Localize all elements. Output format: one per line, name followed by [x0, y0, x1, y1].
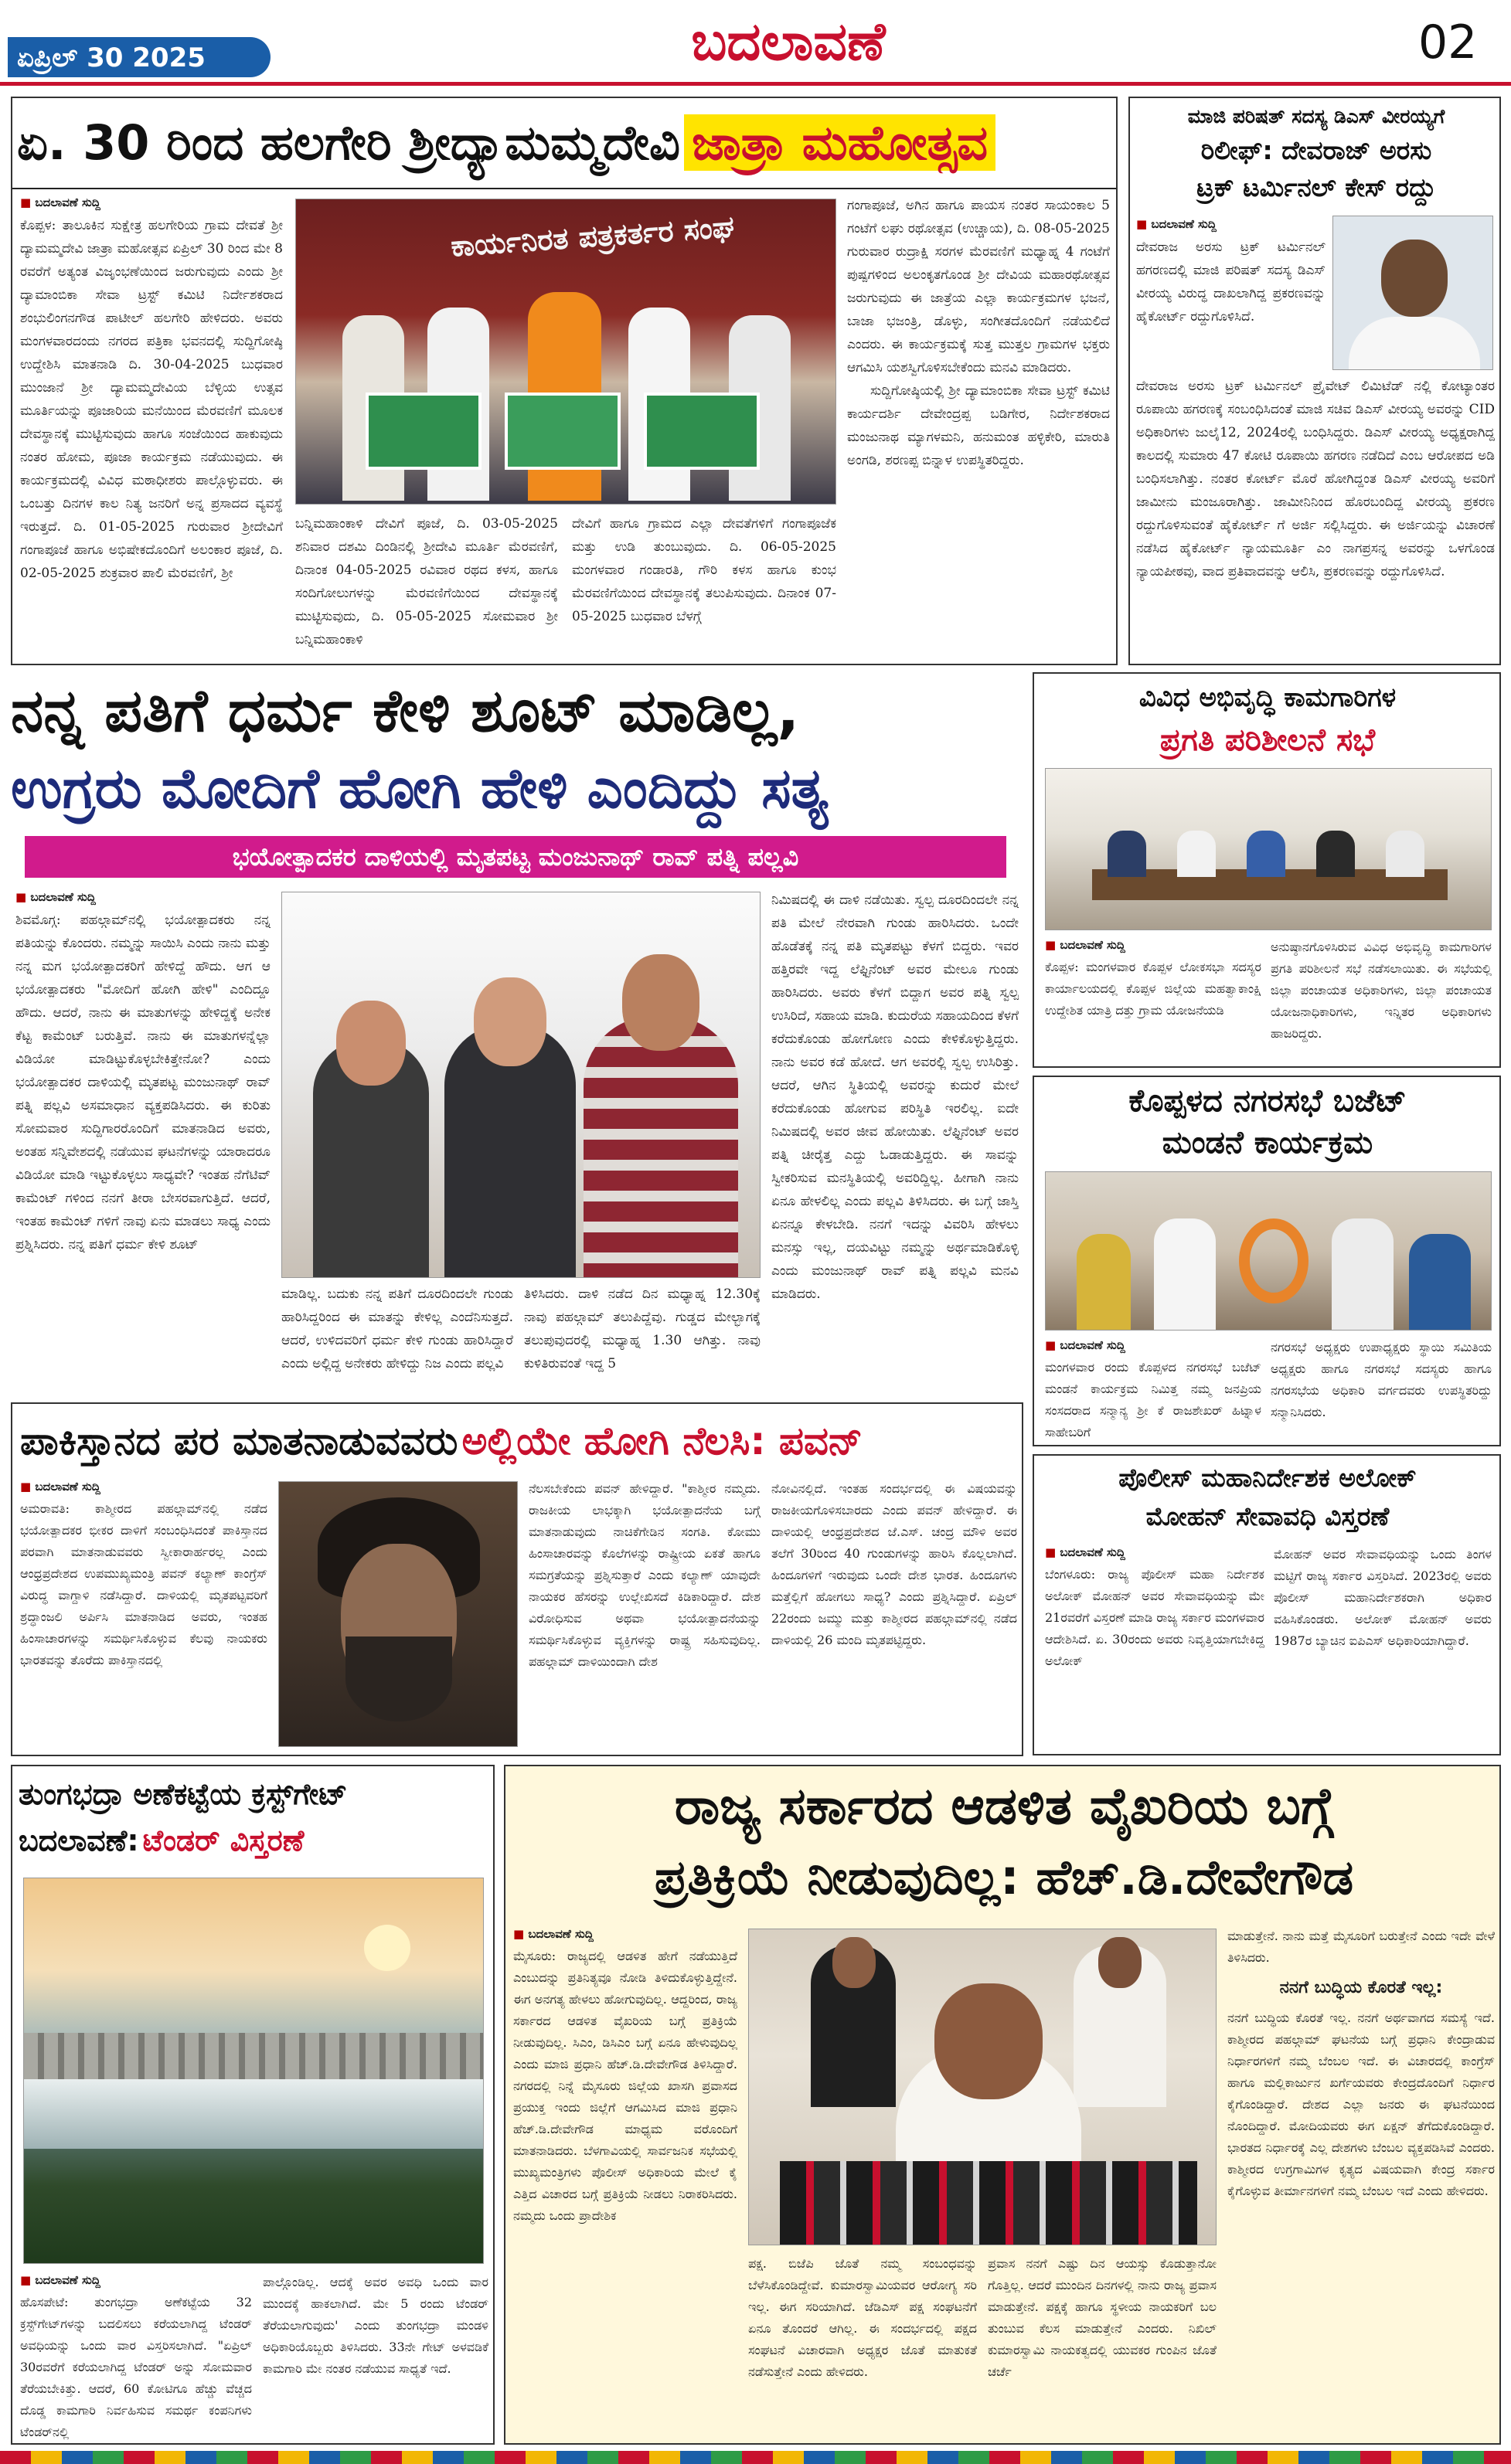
- tb-dam-photo: [23, 1878, 484, 2264]
- jatra-col3: [847, 194, 1110, 658]
- pawan-text-2: ನೆಲಸಬೇಕೆಂದು ಪವನ್ ಹೇಳಿದ್ದಾರೆ. "ಕಾಶ್ಮೀರ ನಮ್ಮದು. ರಾಜಕೀಯ ಲಾಭಕ್ಕಾಗಿ ಭಯೋತ್ಪಾದನೆಯ ಬಗ್ಗೆ ಮಾತನಾಡುವುದು ನಾಚಿಕೆಗೇಡಿನ ಸಂಗತಿ. ಕೋಮು ಹಿಂಸಾಚಾರವನ್ನು ಕೊಲೆಗಳನ್ನು ರಾಷ್ಟ್ರೀಯ ಏಕತೆ ಹಾಗೂ ಸಮಗ್ರತೆಯನ್ನು ಪ್ರಶ್ನಿಸುತ್ತಾರೆ ಎಂದು ಕಲ್ಯಾಣ್ ಯಾವುದೇ ನಾಯಕರ ಹೆಸರನ್ನು ಉಲ್ಲೇಖಿಸದೆ ಕಿಡಿಕಾರಿದ್ದಾರೆ. ದೇಶ ವಿರೋಧಿಸುವ ಅಥವಾ ಭಯೋತ್ಪಾದನೆಯನ್ನು ಸಮರ್ಥಿಸಿಕೊಳ್ಳುವ ವ್ಯಕ್ತಿಗಳನ್ನು ರಾಷ್ಟ್ರ ಸಹಿಸುವುದಿಲ್ಲ. ಪಹಲ್ಗಾಮ್ ದಾಳಿಯಿಂದಾಗಿ ದೇಶ: [529, 1481, 761, 1669]
- person-figure: [1332, 1218, 1394, 1331]
- pallavi-family-photo: [281, 892, 761, 1278]
- dg-subhead: ನನಗೆ ಬುದ್ಧಿಯ ಕೊರತೆ ಇಲ್ಲ:: [1279, 1978, 1443, 1997]
- woman-face: [474, 977, 546, 1066]
- budget-headline: [1037, 1080, 1498, 1164]
- veerayya-body-text: ದೇವರಾಜ ಅರಸು ಟ್ರಕ್ ಟರ್ಮಿನಲ್ ಪ್ರೈವೇಟ್ ಲಿಮಿಟೆಡ್ ನಲ್ಲಿ ಕೋಟ್ಯಾಂತರ ರೂಪಾಯಿ ಹಗರಣಕ್ಕೆ ಸಂಬಂಧಿಸಿದಂತೆ ಮಾಜಿ ಸಚಿವ ಡಿಎಸ್ ವೀರಯ್ಯ ಅವರನ್ನು CID ಅಧಿಕಾರಿಗಳು ಜುಲೈ12, 2024ರಲ್ಲಿ ಬಂಧಿಸಿದ್ದರು. ಡಿಎಸ್ ವೀರಯ್ಯ ಅಧ್ಯಕ್ಷರಾಗಿದ್ದ ಕಾಲದಲ್ಲಿ ಸುಮಾರು 47 ಕೋಟಿ ರೂಪಾಯಿ ಹಗರಣ ನಡೆದಿದೆ ಎಂಬ ಆರೋಪದ ಅಡಿ ಬಂಧಿಸಲಾಗಿತ್ತು. ನಂತರ ಕೋರ್ಟ್ ಮೊರೆ ಹೋಗಿದ್ದಂತ ಡಿಎಸ್ ವೀರಯ್ಯ ಅವರಿಗೆ ಜಾಮೀನು ಮಂಜೂರಾಗಿತ್ತು. ಜಾಮೀನಿನಿಂದ ಹೊರಬಂದಿದ್ದ ವೀರಯ್ಯ ಪ್ರಕರಣ ರದ್ದುಗೊಳಿಸುವಂತೆ ಹೈಕೋರ್ಟ್ ಗೆ ಅರ್ಜಿ ಸಲ್ಲಿಸಿದ್ದರು. ಈ ಅರ್ಜಿಯನ್ನು ವಿಚಾರಣೆ ನಡೆಸಿದ ಹೈಕೋರ್ಟ್ ನ್ಯಾಯಮೂರ್ತಿ ಎಂ ನಾಗಪ್ರಸನ್ನ ಅವರನ್ನು ಒಳಗೊಂಡ ನ್ಯಾಯಪೀಠವು, ವಾದ ಪ್ರತಿವಾದವನ್ನು ಆಲಿಸಿ, ಪ್ರಕರಣವನ್ನು ರದ್ದುಗೊಳಿಸಿದೆ.: [1136, 379, 1495, 579]
- veerayya-headline-a: ಮಾಜಿ ಪರಿಷತ್ ಸದಸ್ಯ ಡಿಎಸ್ ವೀರಯ್ಯಗೆ: [1187, 105, 1445, 127]
- story-jatra: [11, 97, 1118, 665]
- jatra-text-2a: ಬನ್ನಿಮಹಾಂಕಾಳಿ ದೇವಿಗೆ ಪೂಜೆ, ದಿ. 03-05-2025 ಶನಿವಾರ ದಶಮಿ ದಿಂಡಿನಲ್ಲಿ ಶ್ರೀದೇವಿ ಮೂರ್ತಿ ಮೆರವಣಿಗೆ, ದಿನಾಂಕ 04-05-2025 ರವಿವಾರ ರಥದ ಕಳಸ, ಹಾಗೂ ಸಂದಿಗೋಲುಗಳನ್ನು ಮೆರವಣಿಗೆಯಿಂದ ದೇವಸ್ಥಾನಕ್ಕೆ ಮುಟ್ಟಿಸುವುದು, ದಿ. 05-05-2025 ಸೋಮವಾರ ಶ್ರೀ ಬನ್ನಿಮಹಾಂಕಾಳಿ: [295, 516, 558, 647]
- alok-headline-a: ಪೊಲೀಸ್ ಮಹಾನಿರ್ದೇಶಕ ಅಲೋಕ್: [1118, 1463, 1417, 1493]
- divider: [12, 188, 1116, 189]
- jatra-headline-a: ಏ. 30 ರಿಂದ ಹಲಗೇರಿ ಶ್ರೀದ್ಯಾಮಮ್ಮದೇವಿ: [17, 114, 680, 171]
- jatra-col2b: [572, 512, 836, 659]
- alok-text-2: ಮೋಹನ್ ಅವರ ಸೇವಾವಧಿಯನ್ನು ಒಂದು ತಿಂಗಳ ಮಟ್ಟಿಗೆ ರಾಜ್ಯ ಸರ್ಕಾರ ವಿಸ್ತರಿಸಿದೆ. 2023ರಲ್ಲಿ ಅವರು ಪೊಲೀಸ್ ಮಹಾನಿರ್ದೇಶಕರಾಗಿ ಅಧಿಕಾರ ವಹಿಸಿಕೊಂಡರು. ಅಲೋಕ್ ಮೋಹನ್ ಅವರು 1987ರ ಬ್ಯಾಚಿನ ಐಪಿಎಸ್ ಅಧಿಕಾರಿಯಾಗಿದ್ದಾರೆ.: [1274, 1547, 1492, 1648]
- pallavi-col2: [281, 1283, 513, 1391]
- masthead-rule: [0, 82, 1511, 86]
- budget-text-2: ನಗರಸಭೆ ಅಧ್ಯಕ್ಷರು ಉಪಾಧ್ಯಕ್ಷರು ಸ್ಥಾಯಿ ಸಮಿತಿಯ ಅಧ್ಯಕ್ಷರು ಹಾಗೂ ನಗರಸಭೆ ಸದಸ್ಯರು ಹಾಗೂ ನಗರಸಭೆಯ ಅಧಿಕಾರಿ ವರ್ಗದವರು ಉಪಸ್ಥಿತರಿದ್ದು ಸನ್ಮಾನಿಸಿದರು.: [1271, 1340, 1492, 1419]
- pallavi-col2b: [524, 1283, 761, 1391]
- tb-col2: [263, 2272, 488, 2442]
- pragati-meeting-photo: [1045, 768, 1492, 930]
- pallavi-text-1: ಶಿವಮೊಗ್ಗ: ಪಹಲ್ಗಾಮ್‌ನಲ್ಲಿ ಭಯೋತ್ಪಾದಕರು ನನ್ನ ಪತಿಯನ್ನು ಕೊಂದರು. ನಮ್ಮನ್ನು ಸಾಯಿಸಿ ಎಂದು ನಾನು ಮತ್ತು ನನ್ನ ಮಗ ಭಯೋತ್ಪಾದಕರಿಗೆ ಹೇಳಿದ್ದೆ ಹೌದು. ಆಗ ಆ ಭಯೋತ್ಪಾದಕರು "ಮೋದಿಗೆ ಹೋಗಿ ಹೇಳಿ" ಎಂದಿದ್ದೂ ಹೌದು. ಆದರೆ, ನಾನು ಈ ಮಾತುಗಳನ್ನು ಹೇಳಿದ್ದಕ್ಕೆ ಅನೇಕ ಕೆಟ್ಟ ಕಾಮೆಂಟ್ ಬರುತ್ತಿವೆ. ನಾನು ಈ ಮಾತುಗಳನ್ನೆಲ್ಲಾ ವಿಡಿಯೋ ಮಾಡಿಟ್ಟುಕೊಳ್ಳಬೇಕಿತ್ತೇನೋ? ಎಂದು ಭಯೋತ್ಪಾದಕರ ದಾಳಿಯಲ್ಲಿ ಮೃತಪಟ್ಟ ಮಂಜುನಾಥ್ ರಾವ್ ಪತ್ನಿ ಪಲ್ಲವಿ ಅಸಮಾಧಾನ ವ್ಯಕ್ತಪಡಿಸಿದರು. ಈ ಕುರಿತು ಸೋಮವಾರ ಸುದ್ದಿಗಾರರೊಂದಿಗೆ ಮಾತನಾಡಿದ ಅವರು, ಅಂತಹ ಸನ್ನಿವೇಶದಲ್ಲಿ ನಡೆಯುವ ಘಟನೆಗಳನ್ನು ಯಾರಾದರೂ ವಿಡಿಯೋ ಮಾಡಿ ಇಟ್ಟುಕೊಳ್ಳಲು ಸಾಧ್ಯವೇ? ಇಂತಹ ನೆಗೆಟಿವ್ ಕಾಮೆಂಟ್ ಗಳಿಂದ ನನಗೆ ತೀರಾ ಬೇಸರವಾಗುತ್ತಿದೆ. ಆದರೆ, ಇಂತಹ ಕಾಮೆಂಟ್ ಗಳಿಗೆ ನಾವು ಏನು ಮಾಡಲು ಸಾಧ್ಯ ಎಂದು ಪ್ರಶ್ನಿಸಿದರು. ನನ್ನ ಪತಿಗೆ ಧರ್ಮ ಕೇಳಿ ಶೂಟ್: [15, 913, 271, 1252]
- budget-headline-a: ಕೊಪ್ಪಳದ ನಗರಸಭೆ ಬಜೆಟ್: [1128, 1083, 1407, 1119]
- story-alok-mohan: [1033, 1454, 1501, 1755]
- story-budget: [1033, 1076, 1501, 1446]
- veerayya-lead-text: ದೇವರಾಜ ಅರಸು ಟ್ರಕ್ ಟರ್ಮಿನಲ್ ಹಗರಣದಲ್ಲಿ ಮಾಜಿ ಪರಿಷತ್ ಸದಸ್ಯ ಡಿಎಸ್ ವೀರಯ್ಯ ವಿರುದ್ಧ ದಾಖಲಾಗಿದ್ದ ಪ್ರಕರಣವನ್ನು ಹೈಕೋರ್ಟ್ ರದ್ದುಗೊಳಿಸಿದೆ.: [1136, 240, 1326, 325]
- pallavi-text-2: ಮಾಡಿಲ್ಲ. ಬದುಕು ನನ್ನ ಪತಿಗೆ ದೂರದಿಂದಲೇ ಗುಂಡು ಹಾರಿಸಿದ್ದರಿಂದ ಈ ಮಾತನ್ನು ಕೇಳಿಲ್ಲ ಎಂದೆನಿಸುತ್ತದೆ. ಆದರೆ, ಉಳಿದವರಿಗೆ ಧರ್ಮ ಕೇಳಿ ಗುಂಡು ಹಾರಿಸಿದ್ದಾರೆ ಎಂದು ಅಲ್ಲಿದ್ದ ಅನೇಕರು ಹೇಳಿದ್ದು ನಿಜ ಎಂದು ಪಲ್ಲವಿ: [281, 1286, 513, 1371]
- pawan-text-3: ನೋವಿನಲ್ಲಿದೆ. ಇಂತಹ ಸಂದರ್ಭದಲ್ಲಿ ಈ ವಿಷಯವನ್ನು ರಾಜಕೀಯಗೊಳಿಸಬಾರದು ಎಂದು ಪವನ್ ಹೇಳಿದ್ದಾರೆ. ಈ ದಾಳಿಯಲ್ಲಿ ಆಂಧ್ರಪ್ರದೇಶದ ಜೆ.ಎಸ್. ಚಂದ್ರ ಮೌಳಿ ಅವರ ತಲೆಗೆ 30ರಿಂದ 40 ಗುಂಡುಗಳನ್ನು ಹಾರಿಸಿ ಕೊಲ್ಲಲಾಗಿದೆ. ಹಿಂದೂಗಳಿಗೆ ಇರುವುದು ಒಂದೇ ದೇಶ ಭಾರತ. ಹಿಂದೂಗಳು ಮತ್ತೆಲ್ಲಿಗೆ ಹೋಗಲು ಸಾಧ್ಯ? ಎಂದು ಪ್ರಶ್ನಿಸಿದ್ದಾರೆ. ಏಪ್ರಿಲ್ 22ರಂದು ಜಮ್ಮು ಮತ್ತು ಕಾಶ್ಮೀರದ ಪಹಲ್ಗಾಮ್‌ನಲ್ಲಿ ನಡೆದ ದಾಳಿಯಲ್ಲಿ 26 ಮಂದಿ ಮೃತಪಟ್ಟಿದ್ದರು.: [771, 1481, 1017, 1647]
- pallavi-text-3: ನಿಮಿಷದಲ್ಲಿ ಈ ದಾಳಿ ನಡೆಯಿತು. ಸ್ವಲ್ಪ ದೂರದಿಂದಲೇ ನನ್ನ ಪತಿ ಮೇಲೆ ನೇರವಾಗಿ ಗುಂಡು ಹಾರಿಸಿದರು. ಒಂದೇ ಹೊಡೆತಕ್ಕೆ ನನ್ನ ಪತಿ ಮೃತಪಟ್ಟು ಕೆಳಗೆ ಬಿದ್ದರು. ಇವರ ಹತ್ತಿರವೇ ಇದ್ದ ಲೆಫ್ಟಿನೆಂಟ್ ಅವರ ಮೇಲೂ ಗುಂಡು ಹಾರಿಸಿದರು. ಅವರು ಕೆಳಗೆ ಬಿದ್ದಾಗ ಅವರ ಪತ್ನಿ ಸ್ವಲ್ಪ ಉಸಿರಿದೆ, ಸಹಾಯ ಮಾಡಿ. ಕುದುರೆಯ ಸಹಾಯದಿಂದ ಕೆಳಗೆ ಕರೆದುಕೊಂಡು ಹೋಗೋಣ ಎಂದು ಕೇಳಿಕೊಳ್ಳುತ್ತಿದ್ದರು. ನಾನು ಅವರ ಕಡೆ ಹೋದೆ. ಆಗ ಅವರಲ್ಲಿ ಸ್ವಲ್ಪ ಉಸಿರಿತ್ತು. ಆದರೆ, ಆಗಿನ ಸ್ಥಿತಿಯಲ್ಲಿ ಅವರನ್ನು ಕುದುರೆ ಮೇಲೆ ಕರೆದುಕೊಂಡು ಹೋಗುವ ಪರಿಸ್ಥಿತಿ ಇರಲಿಲ್ಲ. ಐದೇ ನಿಮಿಷದಲ್ಲಿ ಅವರ ಜೀವ ಹೋಯಿತು. ಲೆಫ್ಟಿನೆಂಟ್ ಅವರ ಪತ್ನಿ ಚೀರೈತ್ತ ಎದ್ದು ಓಡಾಡುತ್ತಿದ್ದರು. ಈ ಸಾವನ್ನು ಸ್ವೀಕರಿಸುವ ಮನಸ್ಥಿತಿಯಲ್ಲಿ ಅವರಿದ್ದಿಲ್ಲ. ಹೀಗಾಗಿ ನಾನು ಏನೂ ಹೇಳಲಿಲ್ಲ ಎಂದು ಪಲ್ಲವಿ ತಿಳಿಸಿದರು. ಈ ಬಗ್ಗೆ ಜಾಸ್ತಿ ಏನನ್ನೂ ಕೇಳಬೇಡಿ. ನನಗೆ ಇದನ್ನು ವಿವರಿಸಿ ಹೇಳಲು ಮನಸ್ಸು ಇಲ್ಲ, ದಯವಿಟ್ಟು ನಮ್ಮನ್ನು ಅರ್ಥಮಾಡಿಕೊಳ್ಳಿ ಎಂದು ಮಂಜುನಾಥ್ ರಾವ್ ಪತ್ನಿ ಪಲ್ಲವಿ ಮನವಿ ಮಾಡಿದರು.: [771, 892, 1019, 1302]
- alok-col1: [1045, 1544, 1264, 1752]
- jatra-text-3a: ಗಂಗಾಪೂಜೆ, ಅಗಿನ ಹಾಗೂ ಪಾಯಸ ನಂತರ ಸಾಯಂಕಾಲ 5 ಗಂಟೆಗೆ ಲಘು ರಥೋತ್ಸವ (ಉಚ್ಚಾಯ), ದಿ. 08-05-2025 ಗುರುವಾರ ರುದ್ರಾಕ್ಷಿ ಸರಗಳ ಮೆರವಣಿಗೆ ಮಧ್ಯಾಹ್ನ 4 ಗಂಟೆಗೆ ಪುಷ್ಪಗಳಿಂದ ಅಲಂಕೃತಗೊಂಡ ಶ್ರೀ ದೇವಿಯ ಮಹಾರಥೋತ್ಸವ ಜರುಗುವುದು ಈ ಜಾತ್ರೆಯ ಎಲ್ಲಾ ಕಾರ್ಯಕ್ರಮಗಳ ಭಜನೆ, ಬಾಜಾ ಭಜಂತ್ರಿ, ಡೊಳ್ಳು, ಸಂಗೀತದೊಂದಿಗೆ ನಡೆಯಲಿದೆ ಎಂದರು. ಈ ಕಾರ್ಯಕ್ರಮಕ್ಕೆ ಸುತ್ತ ಮುತ್ತಲ ಗ್ರಾಮಗಳ ಭಕ್ತರು ಆಗಮಿಸಿ ಯಶಸ್ವಿಗೊಳಿಸಬೇಕೆಂದು ಮನವಿ ಮಾಡಿದರು.: [847, 198, 1110, 376]
- tb-headline: [19, 1771, 490, 1864]
- budget-felicitation-photo: [1045, 1171, 1492, 1331]
- footer-strip: [0, 2451, 1511, 2464]
- veerayya-headline-c: ಟ್ರಕ್ ಟರ್ಮಿನಲ್ ಕೇಸ್ ರದ್ದು: [1196, 172, 1436, 202]
- jatra-col1: [20, 194, 283, 658]
- byline: ■ ಬದಲಾವಣೆ ಸುದ್ದಿ: [20, 194, 283, 211]
- pallavi-subhead: ಭಯೋತ್ಪಾದಕರ ದಾಳಿಯಲ್ಲಿ ಮೃತಪಟ್ಟ ಮಂಜುನಾಥ್ ರಾವ್ ಪತ್ನಿ ಪಲ್ಲವಿ: [232, 842, 799, 872]
- pawan-text-1: ಅಮರಾವತಿ: ಕಾಶ್ಮೀರದ ಪಹಲ್ಗಾಮ್‌ನಲ್ಲಿ ನಡೆದ ಭಯೋತ್ಪಾದಕರ ಭೀಕರ ದಾಳಿಗೆ ಸಂಬಂಧಿಸಿದಂತೆ ಪಾಕಿಸ್ತಾನದ ಪರವಾಗಿ ಮಾತನಾಡುವವರು ಸ್ವೀಕಾರಾರ್ಹರಲ್ಲ ಎಂದು ಆಂಧ್ರಪ್ರದೇಶದ ಉಪಮುಖ್ಯಮಂತ್ರಿ ಪವನ್ ಕಲ್ಯಾಣ್ ಕಾಂಗ್ರೆಸ್ ವಿರುದ್ಧ ವಾಗ್ದಾಳಿ ನಡೆಸಿದ್ದಾರೆ. ದಾಳಿಯಲ್ಲಿ ಮೃತಪಟ್ಟವರಿಗೆ ಶ್ರದ್ಧಾಂಜಲಿ ಅರ್ಪಿಸಿ ಮಾತನಾಡಿದ ಅವರು, ಇಂತಹ ಹಿಂಸಾಚಾರಗಳನ್ನು ಸಮರ್ಥಿಸಿಕೊಳ್ಳುವ ಕೆಲವು ನಾಯಕರು ಭಾರತವನ್ನು ತೊರೆದು ಪಾಕಿಸ್ತಾನದಲ್ಲಿ: [20, 1501, 267, 1667]
- person-figure: [1409, 1234, 1471, 1331]
- man-standing-face: [1098, 1937, 1142, 1988]
- alok-text-1: ಬೆಂಗಳೂರು: ರಾಜ್ಯ ಪೊಲೀಸ್ ಮಹಾ ನಿರ್ದೇಶಕ ಅಲೋಕ್ ಮೋಹನ್ ಅವರ ಸೇವಾವಧಿಯನ್ನು ಮೇ 21ರವರೆಗೆ ವಿಸ್ತರಣೆ ಮಾಡಿ ರಾಜ್ಯ ಸರ್ಕಾರ ಮಂಗಳವಾರ ಆದೇಶಿಸಿದೆ. ಏ. 30ರಂದು ಅವರು ನಿವೃತ್ತಿಯಾಗಬೇಕಿದ್ದ ಅಲೋಕ್: [1045, 1567, 1264, 1668]
- beard: [345, 1636, 452, 1721]
- veerayya-headline: [1135, 101, 1498, 206]
- byline: ■ ಬದಲಾವಣೆ ಸುದ್ದಿ: [1045, 1337, 1261, 1354]
- jatra-col2a: [295, 512, 558, 659]
- jatra-press-photo: [295, 199, 836, 505]
- dg-press-photo: [748, 1929, 1217, 2245]
- pragati-text-2: ಅನುಷ್ಠಾನಗೊಳಿಸಿರುವ ವಿವಿಧ ಅಭಿವೃದ್ಧಿ ಕಾಮಗಾರಿಗಳ ಪ್ರಗತಿ ಪರಿಶೀಲನೆ ಸಭೆ ನಡೆಸಲಾಯಿತು. ಈ ಸಭೆಯಲ್ಲಿ ಜಿಲ್ಲಾ ಪಂಚಾಯತ ಅಧಿಕಾರಿಗಳು, ಜಿಲ್ಲಾ ಪಂಚಾಯತ ಯೋಜನಾಧಿಕಾರಿಗಳು, ಇನ್ನಿತರ ಅಧಿಕಾರಿಗಳು ಹಾಜರಿದ್ದರು.: [1271, 940, 1492, 1041]
- byline: ■ ಬದಲಾವಣೆ ಸುದ್ದಿ: [1045, 1544, 1264, 1561]
- jatra-text-1: ಕೊಪ್ಪಳ: ತಾಲೂಕಿನ ಸುಕ್ಷೇತ್ರ ಹಲಗೇರಿಯ ಗ್ರಾಮ ದೇವತೆ ಶ್ರೀ ದ್ಯಾಮಮ್ಮದೇವಿ ಜಾತ್ರಾ ಮಹೋತ್ಸವ ಏಪ್ರಿಲ್ 30 ರಿಂದ ಮೇ 8 ರವರೆಗೆ ಅತ್ಯಂತ ವಿಜೃಂಭಣೆಯಿಂದ ಜರುಗುವುದು ಎಂದು ಶ್ರೀ ದ್ಯಾಮಾಂಬಿಕಾ ಸೇವಾ ಟ್ರಸ್ಟ್ ಕಮಿಟಿ ನಿರ್ದೇಶಕರಾದ ಶಂಭುಲಿಂಗನಗೌಡ ಪಾಟೀಲ್ ಹಲಗೇರಿ ಹೇಳಿದರು. ಅವರು ಮಂಗಳವಾರದಂದು ನಗರದ ಪತ್ರಿಕಾ ಭವನದಲ್ಲಿ ಸುದ್ದಿಗೋಷ್ಠಿ ಉದ್ದೇಶಿಸಿ ಮಾತನಾಡಿ ದಿ. 30-04-2025 ಬುಧವಾರ ಮುಂಜಾನೆ ಶ್ರೀ ದ್ಯಾಮಮ್ಮದೇವಿಯ ಬೆಳ್ಳಿಯ ಉತ್ಸವ ಮೂರ್ತಿಯನ್ನು ಪೂಜಾರಿಯ ಮನೆಯಿಂದ ಮೆರವಣಿಗೆ ಮೂಲಕ ದೇವಸ್ಥಾನಕ್ಕೆ ಮುಟ್ಟಿಸುವುದು ಹಾಗೂ ಸಂಜೆಯಿಂದ ಹಾಕುವುದು ನಂತರ ಹೋಮ, ಪೂಜಾ ಕಾರ್ಯಕ್ರಮ ನಡೆಯುವುದು. ಈ ಕಾರ್ಯಕ್ರಮದಲ್ಲಿ ವಿವಿಧ ಮಠಾಧೀಶರು ಪಾಲ್ಗೊಳ್ಳುವರು. ಈ ಒಂಬತ್ತು ದಿನಗಳ ಕಾಲ ನಿತ್ಯ ಜನರಿಗೆ ಅನ್ನ ಪ್ರಸಾದದ ವ್ಯವಸ್ಥೆ ಇರುತ್ತದೆ. ದಿ. 01-05-2025 ಗುರುವಾರ ಶ್ರೀದೇವಿಗೆ ಗಂಗಾಪೂಜೆ ಹಾಗೂ ಅಭಿಷೇಕದೊಂದಿಗೆ ಅಲಂಕಾರ ಪೂಜೆ, ದಿ. 02-05-2025 ಶುಕ್ರವಾರ ಪಾಲಿ ಮೆರವಣಿಗೆ, ಶ್ರೀ: [20, 218, 283, 581]
- budget-col2: [1271, 1337, 1492, 1445]
- byline: ■ ಬದಲಾವಣೆ ಸುದ್ದಿ: [20, 2272, 252, 2289]
- face: [1381, 240, 1448, 317]
- dg-col1: [513, 1925, 737, 2442]
- tb-text-2: ಪಾಲ್ಗೊಂಡಿಲ್ಲ. ಆದಕ್ಕೆ ಅವರ ಅವಧಿ ಒಂದು ವಾರ ಮುಂದಕ್ಕೆ ಹಾಕಲಾಗಿದೆ. ಮೇ 5 ರಂದು ಟೆಂಡರ್ ತೆರೆಯಲಾಗುವುದು' ಎಂದು ತುಂಗಭದ್ರಾ ಮಂಡಳಿ ಅಧಿಕಾರಿಯೊಬ್ಬರು ತಿಳಿಸಿದರು. 33ನೇ ಗೇಟ್ ಅಳವಡಿಕೆ ಕಾಮಗಾರಿ ಮೇ ನಂತರ ನಡೆಯುವ ಸಾಧ್ಯತೆ ಇದೆ.: [263, 2275, 488, 2376]
- child-face: [336, 1001, 406, 1086]
- garland: [1239, 1218, 1309, 1303]
- dg-headline-b: ಪ್ರತಿಕ್ರಿಯೆ ನೀಡುವುದಿಲ್ಲ: ಹೆಚ್.ಡಿ.ದೇವೇಗೌಡ: [654, 1849, 1354, 1905]
- date-text: ಏಪ್ರಿಲ್ 30 2025: [17, 42, 206, 73]
- budget-col1: [1045, 1337, 1261, 1445]
- pawan-col2: [529, 1478, 761, 1753]
- pallavi-headline: [11, 672, 1023, 827]
- newspaper-logo: ಬದಲಾವಣೆ: [691, 12, 886, 73]
- tb-text-1: ಹೊಸಪೇಟೆ: ತುಂಗಭದ್ರಾ ಅಣೆಕಟ್ಟೆಯ 32 ಕ್ರಸ್ಟ್‌ಗೇಟ್‌ಗಳನ್ನು ಬದಲಿಸಲು ಕರೆಯಲಾಗಿದ್ದ ಟೆಂಡರ್ ಅವಧಿಯನ್ನು ಒಂದು ವಾರ ವಿಸ್ತರಿಸಲಾಗಿದೆ. "ಏಪ್ರಿಲ್ 30ರವರೆಗೆ ಕರೆಯಲಾಗಿದ್ದ ಟೆಂಡರ್ ಅನ್ನು ಸೋಮವಾರ ತೆರೆಯಬೇಕಿತ್ತು. ಆದರೆ, 60 ಕೋಟಿಗೂ ಹೆಚ್ಚು ವೆಚ್ಚದ ದೊಡ್ಡ ಕಾಮಗಾರಿ ನಿರ್ವಹಿಸುವ ಸಮರ್ಥ ಕಂಪನಿಗಳು ಟೆಂಡರ್‌ನಲ್ಲಿ: [20, 2295, 252, 2439]
- veerayya-lead: [1136, 216, 1326, 370]
- dg-text-4b: ನನಗೆ ಬುದ್ಧಿಯ ಕೊರತೆ ಇಲ್ಲ. ನನಗೆ ಅರ್ಥವಾಗದ ಸಮಸ್ಯೆ ಇದೆ. ಕಾಶ್ಮೀರದ ಪಹಲ್ಗಾಮ್ ಘಟನೆಯ ಬಗ್ಗೆ ಪ್ರಧಾನಿ ಕೇಂದ್ರಾಡುವ ನಿರ್ಧಾರಗಳಿಗೆ ನಮ್ಮ ಬೆಂಬಲ ಇದೆ. ಈ ವಿಚಾರದಲ್ಲಿ ಕಾಂಗ್ರೆಸ್ ಹಾಗೂ ಮಲ್ಲಿಕಾರ್ಜುನ ಖರ್ಗೆಯವರು ಕೇಂದ್ರದೊಂದಿಗೆ ನಿರ್ಧಾರ ಕೈಗೊಂಡಿದ್ದಾರೆ. ದೇಶದ ಎಲ್ಲಾ ಜನರು ಈ ಘಟನೆಯಿಂದ ನೊಂದಿದ್ದಾರೆ. ಮೋದಿಯವರು ಈಗ ಏಕ್ಷನ್ ತೆಗೆದುಕೊಂಡಿದ್ದಾರೆ. ಭಾರತದ ನಿರ್ಧಾರಕ್ಕೆ ಎಲ್ಲ ದೇಶಗಳು ಬೆಂಬಲ ವ್ಯಕ್ತಪಡಿಸಿವೆ ಎಂದರು. ಕಾಶ್ಮೀರದ ಉಗ್ರಗಾಮಿಗಳ ಕೃತ್ಯದ ವಿಷಯವಾಗಿ ಕೇಂದ್ರ ಸರ್ಕಾರ ಕೈಗೊಳ್ಳುವ ತೀರ್ಮಾನಗಳಿಗೆ ನಮ್ಮ ಬೆಂಬಲ ಇದೆ ಎಂದು ಹೇಳಿದರು.: [1227, 2010, 1495, 2198]
- dg-col2: [748, 2253, 977, 2442]
- pallavi-headline-a: ನನ್ನ ಪತಿಗೆ ಧರ್ಮ ಕೇಳಿ ಶೂಟ್ ಮಾಡಿಲ್ಲ,: [11, 676, 800, 745]
- poster: [505, 393, 621, 470]
- person-figure: [1386, 831, 1424, 877]
- veerayya-body: [1136, 375, 1495, 661]
- pawan-portrait: [278, 1481, 518, 1747]
- pawan-col1: [20, 1478, 267, 1753]
- masthead: [0, 0, 1511, 87]
- alok-headline: [1037, 1459, 1498, 1536]
- tb-headline-b: ಬದಲಾವಣೆ:: [19, 1823, 139, 1857]
- byline: ■ ಬದಲಾವಣೆ ಸುದ್ದಿ: [1045, 936, 1261, 953]
- photo-banner: ಕಾರ್ಯನಿರತ ಪತ್ರಕರ್ತರ ಸಂಘ: [449, 209, 736, 263]
- pragati-col1: [1045, 936, 1261, 1065]
- water-spill: [24, 2079, 484, 2149]
- story-pragati: [1033, 672, 1501, 1068]
- pawan-headline-a: ಪಾಕಿಸ್ತಾನದ ಪರ ಮಾತನಾಡುವವರು: [20, 1419, 458, 1463]
- person-figure: [1177, 831, 1216, 877]
- pawan-headline-b: ಅಲ್ಲಿಯೇ ಹೋಗಿ ನೆಲಸಿ: ಪವನ್: [461, 1419, 863, 1463]
- veerayya-portrait: [1332, 216, 1493, 370]
- devegowda-face: [934, 1983, 1043, 2099]
- pragati-text-1: ಕೊಪ್ಪಳ: ಮಂಗಳವಾರ ಕೊಪ್ಪಳ ಲೋಕಸಭಾ ಸದಸ್ಯರ ಕಾರ್ಯಾಲಯದಲ್ಲಿ ಕೊಪ್ಪಳ ಜಿಲ್ಲೆಯ ಮಹತ್ವಾಕಾಂಕ್ಷಿ ಉದ್ದೇಶಿತ ಯಾತ್ರಿ ದತ್ತು ಗ್ರಾಮ ಯೋಜನೆಯಡಿ: [1045, 960, 1261, 1018]
- tb-headline-a: ತುಂಗಭದ್ರಾ ಅಣೆಕಟ್ಟೆಯ ಕ್ರಸ್ಟ್‌ಗೇಟ್: [19, 1777, 348, 1811]
- pragati-headline-b: ಪ್ರಗತಿ ಪರಿಶೀಲನೆ ಸಭೆ: [1159, 722, 1376, 758]
- dg-text-2: ಪಕ್ಷ. ಬಿಜೆಪಿ ಜೊತೆ ನಮ್ಮ ಸಂಬಂಧವನ್ನು ಬೆಳೆಸಿಕೊಂಡಿದ್ದೇವೆ. ಕುಮಾರಸ್ವಾಮಿಯವರ ಆರೋಗ್ಯ ಸರಿ ಇಲ್ಲ. ಈಗ ಸರಿಯಾಗಿದೆ. ಜೆಡಿಎಸ್ ಪಕ್ಷ ಸಂಘಟನೆಗೆ ಏನೂ ತೊಂದರೆ ಆಗಿಲ್ಲ. ಈ ಸಂದರ್ಭದಲ್ಲಿ ಪಕ್ಷದ ಸಂಘಟನೆ ವಿಚಾರವಾಗಿ ಅಧ್ಯಕ್ಷರ ಜೊತೆ ಮಾತುಕತೆ ನಡೆಸುತ್ತೇನೆ ಎಂದು ಹೇಳಿದರು.: [748, 2256, 977, 2379]
- pallavi-text-2b: ತಿಳಿಸಿದರು. ದಾಳಿ ನಡೆದ ದಿನ ಮಧ್ಯಾಹ್ನ 12.30ಕ್ಕೆ ನಾವು ಪಹಲ್ಗಾಮ್ ತಲುಪಿದ್ದೆವು. ಗುಡ್ಡದ ಮೇಲ್ಭಾಗಕ್ಕೆ ತಲುಪುವುದರಲ್ಲಿ ಮಧ್ಯಾಹ್ನ 1.30 ಆಗಿತ್ತು. ನಾವು ಕುಳಿತಿರುವಂತೆ ಇದ್ದ 5: [524, 1286, 761, 1371]
- jatra-headline: [17, 101, 1115, 185]
- microphone-cluster: [780, 2161, 1197, 2245]
- veerayya-headline-b: ರಿಲೀಫ್: ದೇವರಾಜ್ ಅರಸು: [1200, 135, 1432, 165]
- byline: ■ ಬದಲಾವಣೆ ಸುದ್ದಿ: [1136, 216, 1326, 233]
- person-figure: [1077, 1234, 1131, 1331]
- pawan-headline: [20, 1409, 1017, 1473]
- man-face: [622, 954, 699, 1051]
- budget-text-1: ಮಂಗಳವಾರ ರಂದು ಕೊಪ್ಪಳದ ನಗರಸಭೆ ಬಜೆಟ್ ಮಂಡನೆ ಕಾರ್ಯಕ್ರಮ ನಿಮಿತ್ತ ನಮ್ಮ ಜನಪ್ರಿಯ ಸಂಸದರಾದ ಸನ್ಮಾನ್ಯ ಶ್ರೀ ಕೆ ರಾಜಶೇಖರ್ ಹಿಟ್ನಾಳ ಸಾಹೇಬರಿಗೆ: [1045, 1360, 1261, 1439]
- person-figure: [1247, 831, 1285, 877]
- dg-text-3: ಪ್ರವಾಸ ನನಗೆ ಎಷ್ಟು ದಿನ ಆಯಸ್ಸು ಕೊಡುತ್ತಾನೋ ಗೊತ್ತಿಲ್ಲ. ಆದರೆ ಮುಂದಿನ ದಿನಗಳಲ್ಲಿ ನಾನು ರಾಜ್ಯ ಪ್ರವಾಸ ಮಾಡುತ್ತೇನೆ. ಪಕ್ಷಕ್ಕೆ ಹಾಗೂ ಸ್ಥಳೀಯ ನಾಯಕರಿಗೆ ಬಲ ತುಂಬುವ ಕೆಲಸ ಮಾಡುತ್ತೇನೆ ಎಂದರು. ನಿಖಿಲ್ ಕುಮಾರಸ್ವಾಮಿ ನಾಯಕತ್ವದಲ್ಲಿ ಯುವಕರ ಗುಂಪಿನ ಜೊತೆ ಚರ್ಚೆ: [988, 2256, 1217, 2379]
- story-tungabhadra: [11, 1765, 495, 2445]
- story-pallavi: [11, 672, 1023, 1395]
- sun: [364, 1925, 410, 1971]
- dam-wall: [24, 2033, 484, 2079]
- poster: [644, 393, 760, 470]
- byline: ■ ಬದಲಾವಣೆ ಸುದ್ದಿ: [20, 1478, 267, 1495]
- budget-headline-b: ಮಂಡನೆ ಕಾರ್ಯಕ್ರಮ: [1162, 1125, 1373, 1161]
- tb-headline-c: ಟೆಂಡರ್ ವಿಸ್ತರಣೆ: [142, 1823, 305, 1857]
- dg-col3: [988, 2253, 1217, 2442]
- dg-col4: [1227, 1925, 1495, 2442]
- shirt: [1349, 317, 1480, 370]
- dg-headline-a: ರಾಜ್ಯ ಸರ್ಕಾರದ ಆಡಳಿತ ವೈಖರಿಯ ಬಗ್ಗೆ: [674, 1776, 1334, 1836]
- story-pawan: [11, 1402, 1023, 1756]
- dg-headline: [513, 1771, 1495, 1913]
- pallavi-headline-b: ಉಗ್ರರು ಮೋದಿಗೆ ಹೋಗಿ ಹೇಳಿ ಎಂದಿದ್ದು ಸತ್ಯ: [11, 756, 829, 821]
- pragati-headline: [1037, 677, 1498, 762]
- pallavi-col1: [15, 889, 271, 1391]
- poster: [366, 393, 482, 470]
- page-number: 02: [1418, 15, 1478, 70]
- man-figure: [584, 1016, 738, 1278]
- story-devegowda: [504, 1765, 1501, 2445]
- person-figure: [1108, 831, 1146, 877]
- pragati-col2: [1271, 936, 1492, 1065]
- jatra-text-3b: ಸುದ್ದಿಗೋಷ್ಠಿಯಲ್ಲಿ ಶ್ರೀ ದ್ಯಾಮಾಂಬಿಕಾ ಸೇವಾ ಟ್ರಸ್ಟ್ ಕಮಿಟಿ ಕಾರ್ಯದರ್ಶಿ ದೇವೇಂದ್ರಪ್ಪ ಬಡಿಗೇರ, ನಿರ್ದೇಶಕರಾದ ಮಂಜುನಾಥ ಮ್ಯಾಗಳಮನಿ, ಹನುಮಂತ ಹಳ್ಳಿಕೇರಿ, ಮಾರುತಿ ಅಂಗಡಿ, ಶರಣಪ್ಪ ಬಿನ್ನಾಳ ಉಪಸ್ಥಿತರಿದ್ದರು.: [847, 383, 1110, 468]
- man-standing-face: [832, 1937, 876, 1988]
- dg-text-4a: ಮಾಡುತ್ತೇನೆ. ನಾನು ಮತ್ತೆ ಮೈಸೂರಿಗೆ ಬರುತ್ತೇನೆ ಎಂದು ಇದೇ ವೇಳೆ ತಿಳಿಸಿದರು.: [1227, 1929, 1495, 1965]
- pawan-col3: [771, 1478, 1017, 1753]
- story-veerayya: [1128, 97, 1501, 665]
- pragati-headline-a: ವಿವಿಧ ಅಭಿವೃದ್ಧಿ ಕಾಮಗಾರಿಗಳ: [1138, 682, 1397, 713]
- person-figure: [1316, 831, 1355, 877]
- alok-col2: [1274, 1544, 1492, 1752]
- byline: ■ ಬದಲಾವಣೆ ಸುದ್ದಿ: [513, 1925, 737, 1942]
- person-figure: [1154, 1218, 1216, 1331]
- pallavi-subhead-bar: [25, 836, 1006, 878]
- jatra-text-2b: ದೇವಿಗೆ ಹಾಗೂ ಗ್ರಾಮದ ಎಲ್ಲಾ ದೇವತೆಗಳಿಗೆ ಗಂಗಾಪೂಜೆಕ ಮತ್ತು ಉಡಿ ತುಂಬುವುದು. ದಿ. 06-05-2025 ಮಂಗಳವಾರ ಗಂಡಾರತಿ, ಗೌರಿ ಕಳಸ ಹಾಗೂ ಕುಂಭ ಮೆರವಣಿಗೆಯಿಂದ ದೇವಸ್ಥಾನಕ್ಕೆ ತಲುಪಿಸುವುದು. ದಿನಾಂಕ 07-05-2025 ಬುಧವಾರ ಬೆಳಗ್ಗೆ: [572, 516, 836, 624]
- pallavi-col3: [771, 889, 1019, 1391]
- byline: ■ ಬದಲಾವಣೆ ಸುದ್ದಿ: [15, 889, 271, 906]
- jatra-headline-b: ಜಾತ್ರಾ ಮಹೋತ್ಸವ: [684, 114, 995, 171]
- tb-col1: [20, 2272, 252, 2442]
- alok-headline-b: ಮೋಹನ್ ಸೇವಾವಧಿ ವಿಸ್ತರಣೆ: [1145, 1501, 1390, 1531]
- dg-text-1: ಮೈಸೂರು: ರಾಜ್ಯದಲ್ಲಿ ಆಡಳಿತ ಹೇಗೆ ನಡೆಯುತ್ತಿದೆ ಎಂಬುದನ್ನು ಪ್ರತಿನಿತ್ಯವೂ ನೋಡಿ ತಿಳಿದುಕೊಳ್ಳುತ್ತಿದ್ದೇನೆ. ಈಗ ಅನಗತ್ಯ ಹೇಳಲು ಹೋಗುವುದಿಲ್ಲ. ಆದ್ದರಿಂದ, ರಾಜ್ಯ ಸರ್ಕಾರದ ಆಡಳಿತ ವೈಖರಿಯ ಬಗ್ಗೆ ಪ್ರತಿಕ್ರಿಯೆ ನೀಡುವುದಿಲ್ಲ. ಸಿಎಂ, ಡಿಸಿಎಂ ಬಗ್ಗೆ ಏನೂ ಹೇಳುವುದಿಲ್ಲ ಎಂದು ಮಾಜಿ ಪ್ರಧಾನಿ ಹೆಚ್.ಡಿ.ದೇವೇಗೌಡ ತಿಳಿಸಿದ್ದಾರೆ. ನಗರದಲ್ಲಿ ನಿನ್ನೆ ಮೈಸೂರು ಜಿಲ್ಲೆಯ ಖಾಸಗಿ ಪ್ರವಾಸದ ಪ್ರಯುಕ್ತ ಇಂದು ಜಿಲ್ಲೆಗೆ ಆಗಮಿಸಿದ ಮಾಜಿ ಪ್ರಧಾನಿ ಹೆಚ್.ಡಿ.ದೇವೇಗೌಡ ಮಾಧ್ಯಮ ವರೊಂದಿಗೆ ಮಾತನಾಡಿದರು. ಬೆಳಗಾವಿಯಲ್ಲಿ ಸಾರ್ವಜನಿಕ ಸಭೆಯಲ್ಲಿ ಮುಖ್ಯಮಂತ್ರಿಗಳು ಪೊಲೀಸ್ ಅಧಿಕಾರಿಯ ಮೇಲೆ ಕೈ ಎತ್ತಿದ ವಿಚಾರದ ಬಗ್ಗೆ ಪ್ರತಿಕ್ರಿಯೆ ನೀಡಲು ನಿರಾಕರಿಸಿದರು. ನಮ್ಮದು ಒಂದು ಪ್ರಾದೇಶಿಕ: [513, 1949, 737, 2223]
